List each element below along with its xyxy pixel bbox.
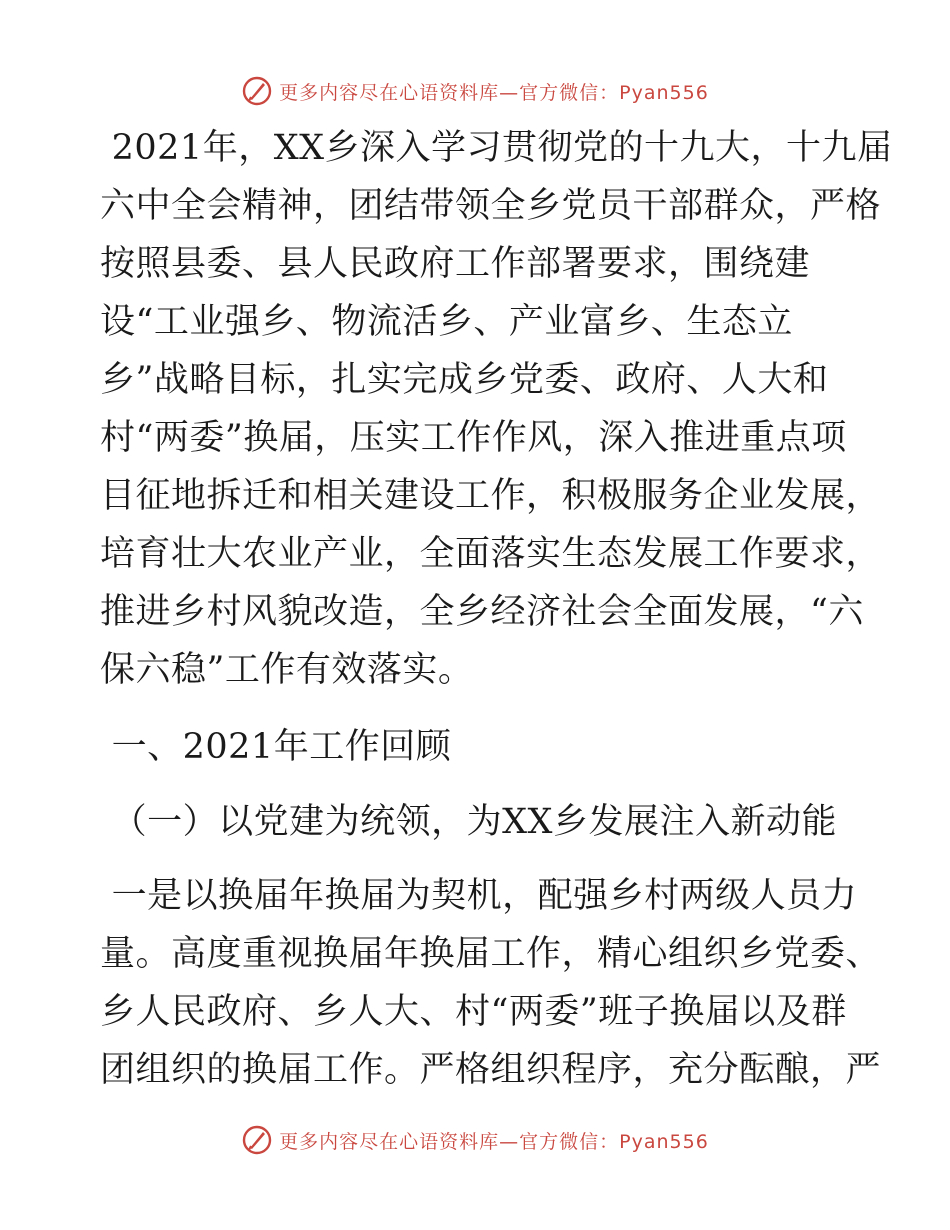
paragraph-line: 培育壮大农业产业，全面落实生态发展工作要求， [100, 534, 882, 574]
paragraph-line: 2021年，XX乡深入学习贯彻党的十九大，十九届 [100, 128, 893, 168]
quill-pen-logo-icon [241, 75, 273, 107]
watermark-header [0, 71, 950, 111]
paragraph-line: 目征地拆迁和相关建设工作，积极服务企业发展， [100, 476, 882, 516]
watermark-text: 更多内容尽在心语资料库—官方微信：Pyan556 [279, 81, 709, 104]
paragraph-line: 一是以换届年换届为契机，配强乡村两级人员力 [100, 876, 858, 916]
paragraph-line: 村“两委”换届，压实工作作风，深入推进重点项 [100, 418, 847, 458]
paragraph-line: 六中全会精神，团结带领全乡党员干部群众，严格 [100, 186, 882, 226]
paragraph-line: 设“工业强乡、物流活乡、产业富乡、生态立 [100, 302, 793, 342]
paragraph-line: 保六稳”工作有效落实。 [100, 650, 474, 690]
watermark-text: 更多内容尽在心语资料库—官方微信：Pyan556 [279, 1130, 709, 1153]
paragraph-line: 乡”战略目标，扎实完成乡党委、政府、人大和 [100, 360, 829, 400]
paragraph-line: 推进乡村风貌改造，全乡经济社会全面发展，“六 [100, 592, 864, 632]
subsection-heading: （一）以党建为统领，为XX乡发展注入新动能 [100, 802, 837, 842]
paragraph-line: 按照县委、县人民政府工作部署要求，围绕建 [100, 244, 811, 284]
paragraph-line: 乡人民政府、乡人大、村“两委”班子换届以及群 [100, 992, 847, 1032]
watermark-footer [0, 1120, 950, 1160]
section-heading: 一、2021年工作回顾 [100, 727, 452, 767]
paragraph-line: 量。高度重视换届年换届工作，精心组织乡党委、 [100, 934, 882, 974]
quill-pen-logo-icon [241, 1124, 273, 1156]
paragraph-line: 团组织的换届工作。严格组织程序，充分酝酿，严 [100, 1050, 882, 1090]
